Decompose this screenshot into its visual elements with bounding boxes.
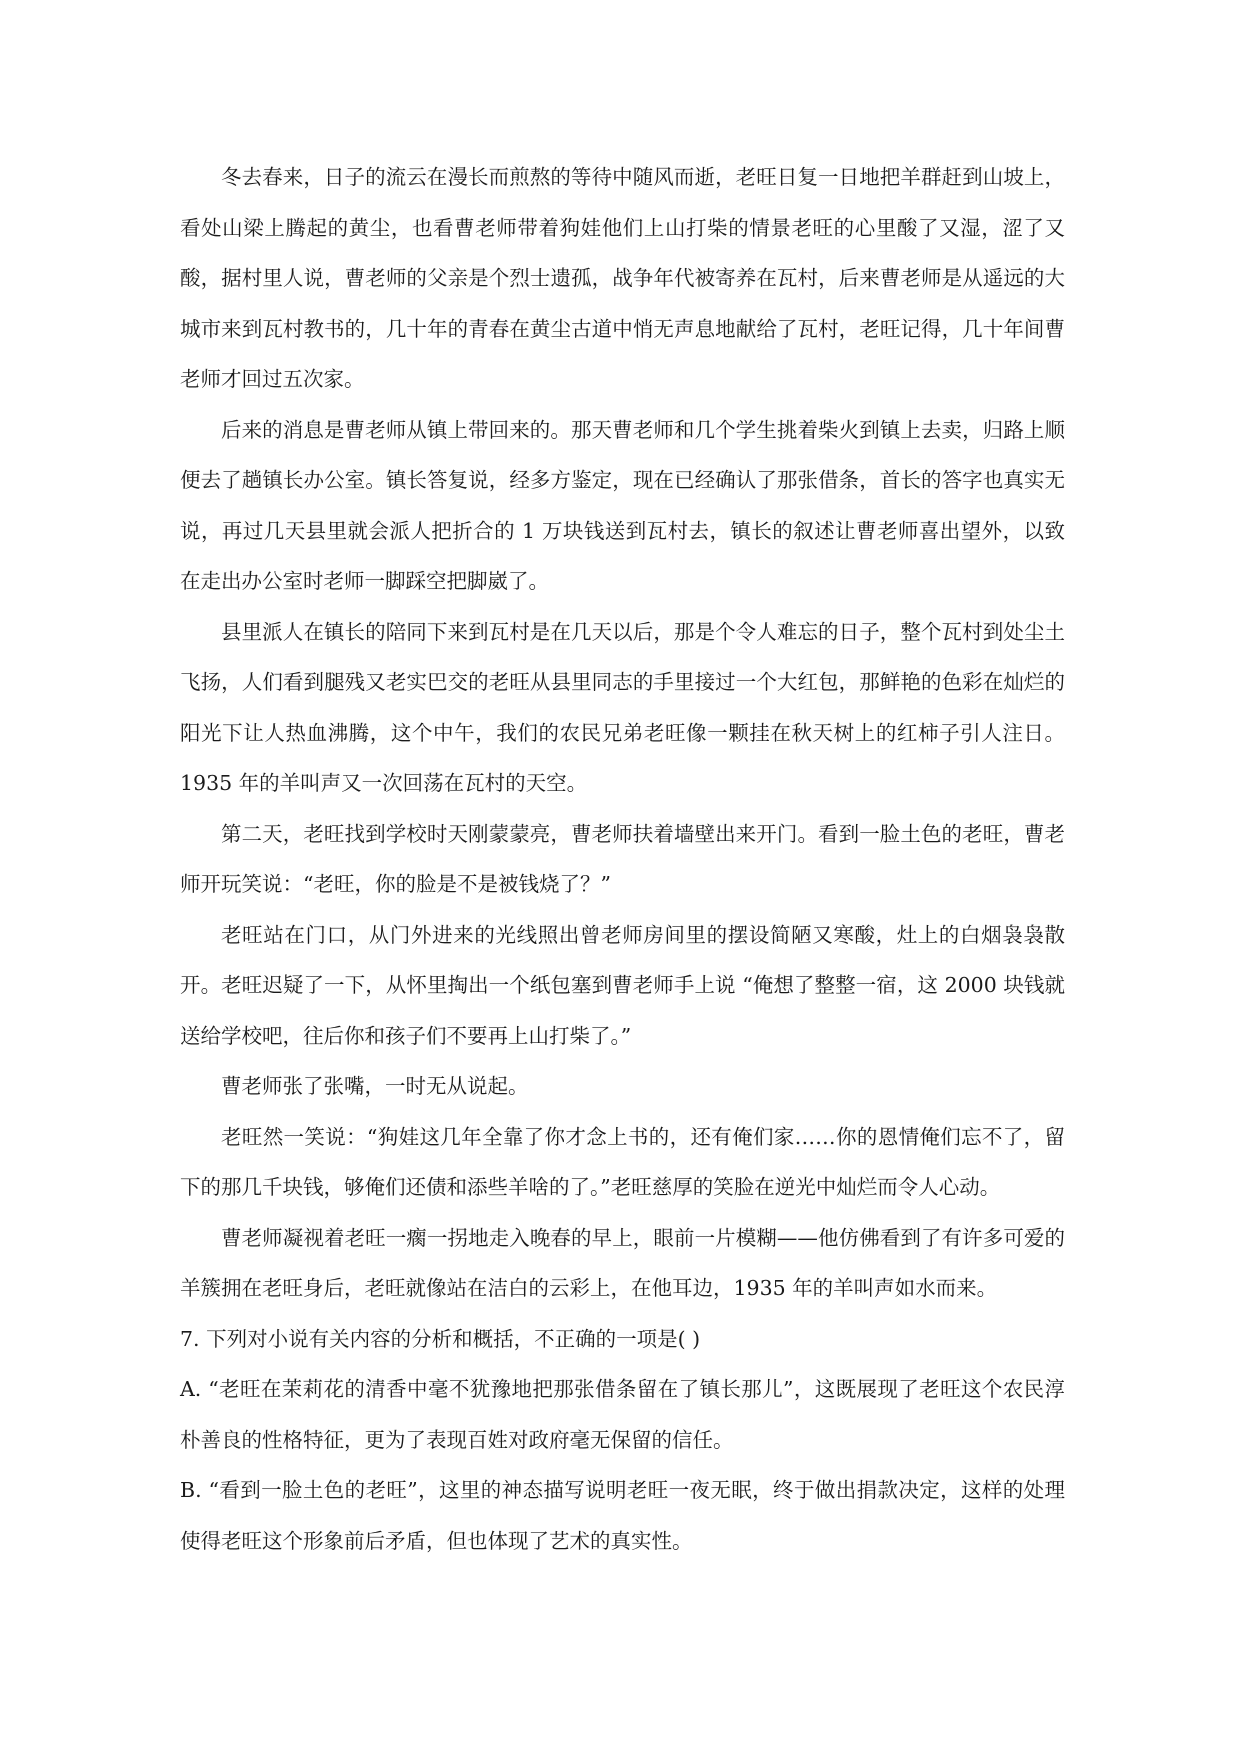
question-stem: 7. 下列对小说有关内容的分析和概括，不正确的一项是( ) — [180, 1326, 701, 1351]
option-a: A. “老旺在茉莉花的清香中毫不犹豫地把那张借条留在了镇长那儿”，这既展现了老旺这个农民淳朴善良的性格特征，更为了表现百姓对政府毫无保留的信任。 — [180, 1377, 1065, 1452]
paragraph-1: 冬去春来，日子的流云在漫长而煎熬的等待中随风而逝，老旺日复一日地把羊群赶到山坡上，看处山梁上腾起的黄尘，也看曹老师带着狗娃他们上山打柴的情景老旺的心里酸了又湿，涩了又酸，据村里人说，曹老师的父亲是个烈士遗孤，战争年代被寄养在瓦村，后来曹老师是从遥远的大城市来到瓦村教书的，几十年的青春在黄尘古道中悄无声息地献给了瓦村，老旺记得，几十年间曹老师才回过五次家。 — [180, 165, 1065, 391]
paragraph-5: 老旺站在门口，从门外进来的光线照出曾老师房间里的摆设简陋又寒酸，灶上的白烟袅袅散开。老旺迟疑了一下，从怀里掏出一个纸包塞到曹老师手上说 “俺想了整整一宿，这 2000 块钱就送给学校吧，往后你和孩子们不要再上山打柴了。” — [180, 922, 1065, 1048]
paragraph-3: 县里派人在镇长的陪同下来到瓦村是在几天以后，那是个令人难忘的日子，整个瓦村到处尘土飞扬，人们看到腿残又老实巴交的老旺从县里同志的手里接过一个大红包，那鲜艳的色彩在灿烂的阳光下让人热血沸腾，这个中午，我们的农民兄弟老旺像一颗挂在秋天树上的红柿子引人注日。1935 年的羊叫声又一次回荡在瓦村的天空。 — [180, 619, 1065, 795]
paragraph-6: 曹老师张了张嘴，一时无从说起。 — [221, 1074, 529, 1098]
document-page — [180, 152, 1065, 1566]
paragraph-8: 曹老师凝视着老旺一瘸一拐地走入晚春的早上，眼前一片模糊——他仿佛看到了有许多可爱的羊簇拥在老旺身后，老旺就像站在洁白的云彩上，在他耳边，1935 年的羊叫声如水而来。 — [180, 1225, 1065, 1300]
paragraph-7: 老旺然一笑说：“狗娃这几年全靠了你才念上书的，还有俺们家……你的恩情俺们忘不了，留下的那几千块钱，够俺们还债和添些羊啥的了。”老旺慈厚的笑脸在逆光中灿烂而令人心动。 — [180, 1124, 1065, 1199]
paragraph-4: 第二天，老旺找到学校时天刚蒙蒙亮，曹老师扶着墙壁出来开门。看到一脸土色的老旺，曹老师开玩笑说：“老旺，你的脸是不是被钱烧了？” — [180, 821, 1065, 896]
paragraph-2: 后来的消息是曹老师从镇上带回来的。那天曹老师和几个学生挑着柴火到镇上去卖，归路上顺便去了趟镇长办公室。镇长答复说，经多方鉴定，现在已经确认了那张借条，首长的答字也真实无说，再过几天县里就会派人把折合的 1 万块钱送到瓦村去，镇长的叙述让曹老师喜出望外，以致在走出办公室时老师一脚踩空把脚崴了。 — [180, 417, 1065, 593]
option-b: B. “看到一脸土色的老旺”，这里的神态描写说明老旺一夜无眠，终于做出捐款决定，这样的处理使得老旺这个形象前后矛盾，但也体现了艺术的真实性。 — [180, 1478, 1065, 1553]
